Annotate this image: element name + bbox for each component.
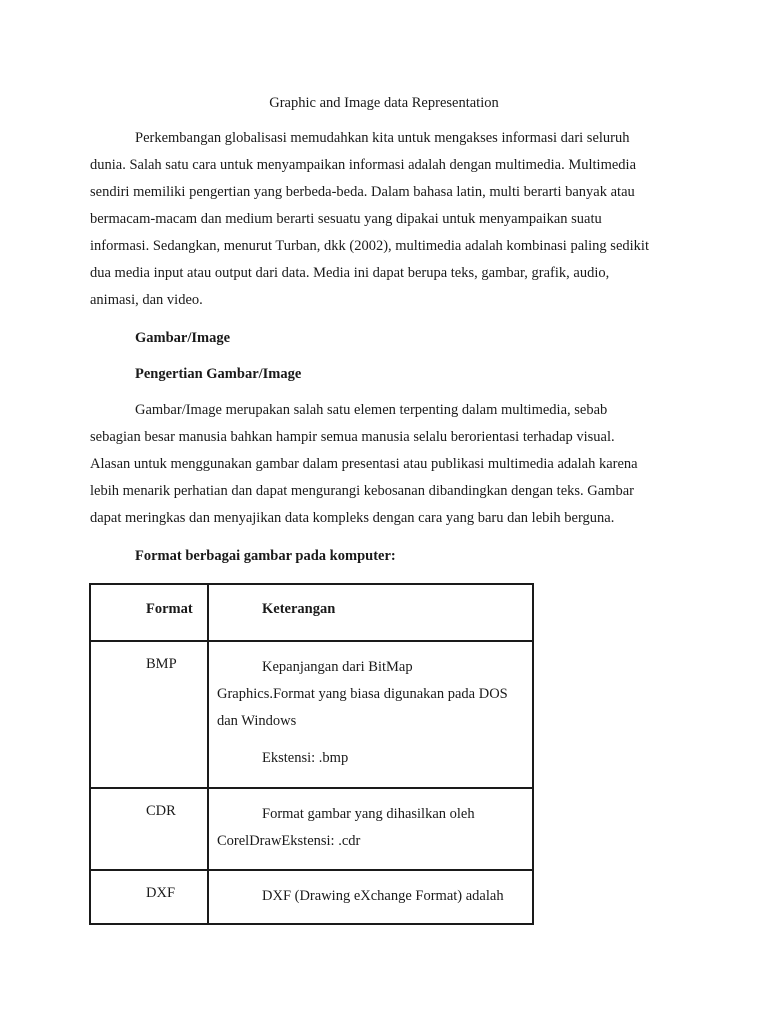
intro-line: sendiri memiliki pengertian yang berbeda-beda. Dalam bahasa latin, multi berarti banyak atau [90, 184, 635, 200]
pengertian-line: sebagian besar manusia bahkan hampir semua manusia selalu berorientasi terhadap visual. [90, 429, 615, 445]
format-cell [90, 641, 208, 788]
header-cell-format [90, 584, 208, 641]
pengertian-line: Gambar/Image merupakan salah satu elemen terpenting dalam multimedia, sebab [135, 402, 608, 418]
header-format-label: Format [146, 601, 193, 617]
format-name: DXF [146, 885, 176, 901]
keterangan-line: Format gambar yang dihasilkan oleh [262, 806, 475, 822]
header-cell-keterangan [208, 584, 533, 641]
table-row [90, 870, 533, 924]
pengertian-paragraph [90, 397, 680, 532]
format-table [89, 583, 534, 925]
keterangan-cell [208, 641, 533, 788]
keterangan-line: dan Windows [217, 713, 297, 729]
format-cell [90, 870, 208, 924]
format-name: BMP [146, 656, 177, 672]
pengertian-line: dapat meringkas dan menyajikan data kompleks dengan cara yang baru dan lebih berguna. [90, 510, 615, 526]
intro-paragraph [90, 125, 680, 314]
keterangan-line: DXF (Drawing eXchange Format) adalah [262, 888, 504, 904]
pengertian-line: lebih menarik perhatian dan dapat mengurangi kebosanan dibandingkan dengan teks. Gambar [90, 483, 634, 499]
heading-pengertian: Pengertian Gambar/Image [135, 366, 302, 382]
keterangan-cell [208, 870, 533, 924]
pengertian-line: Alasan untuk menggunakan gambar dalam presentasi atau publikasi multimedia adalah karena [90, 456, 638, 472]
keterangan-line: CorelDrawEkstensi: .cdr [217, 833, 361, 849]
document-title: Graphic and Image data Representation [269, 95, 499, 111]
format-cell [90, 788, 208, 870]
intro-line: Perkembangan globalisasi memudahkan kita untuk mengakses informasi dari seluruh [135, 130, 630, 146]
keterangan-line: Kepanjangan dari BitMap [262, 659, 413, 675]
header-keterangan-label: Keterangan [262, 601, 336, 617]
extension-text: Ekstensi: .bmp [262, 750, 349, 766]
keterangan-cell [208, 788, 533, 870]
table-row [90, 788, 533, 870]
heading-format: Format berbagai gambar pada komputer: [135, 548, 396, 564]
keterangan-line: Graphics.Format yang biasa digunakan pada DOS [217, 686, 508, 702]
intro-line: bermacam-macam dan medium berarti sesuatu yang dipakai untuk menyampaikan suatu [90, 211, 602, 227]
table-header-row [90, 584, 533, 641]
intro-line: informasi. Sedangkan, menurut Turban, dkk (2002), multimedia adalah kombinasi paling sedikit [90, 238, 649, 254]
format-name: CDR [146, 803, 176, 819]
intro-line: animasi, dan video. [90, 292, 203, 308]
heading-gambar: Gambar/Image [135, 330, 231, 346]
table-row [90, 641, 533, 788]
intro-line: dua media input atau output dari data. Media ini dapat berupa teks, gambar, grafik, audio, [90, 265, 610, 281]
intro-line: dunia. Salah satu cara untuk menyampaikan informasi adalah dengan multimedia. Multimedia [90, 157, 637, 173]
